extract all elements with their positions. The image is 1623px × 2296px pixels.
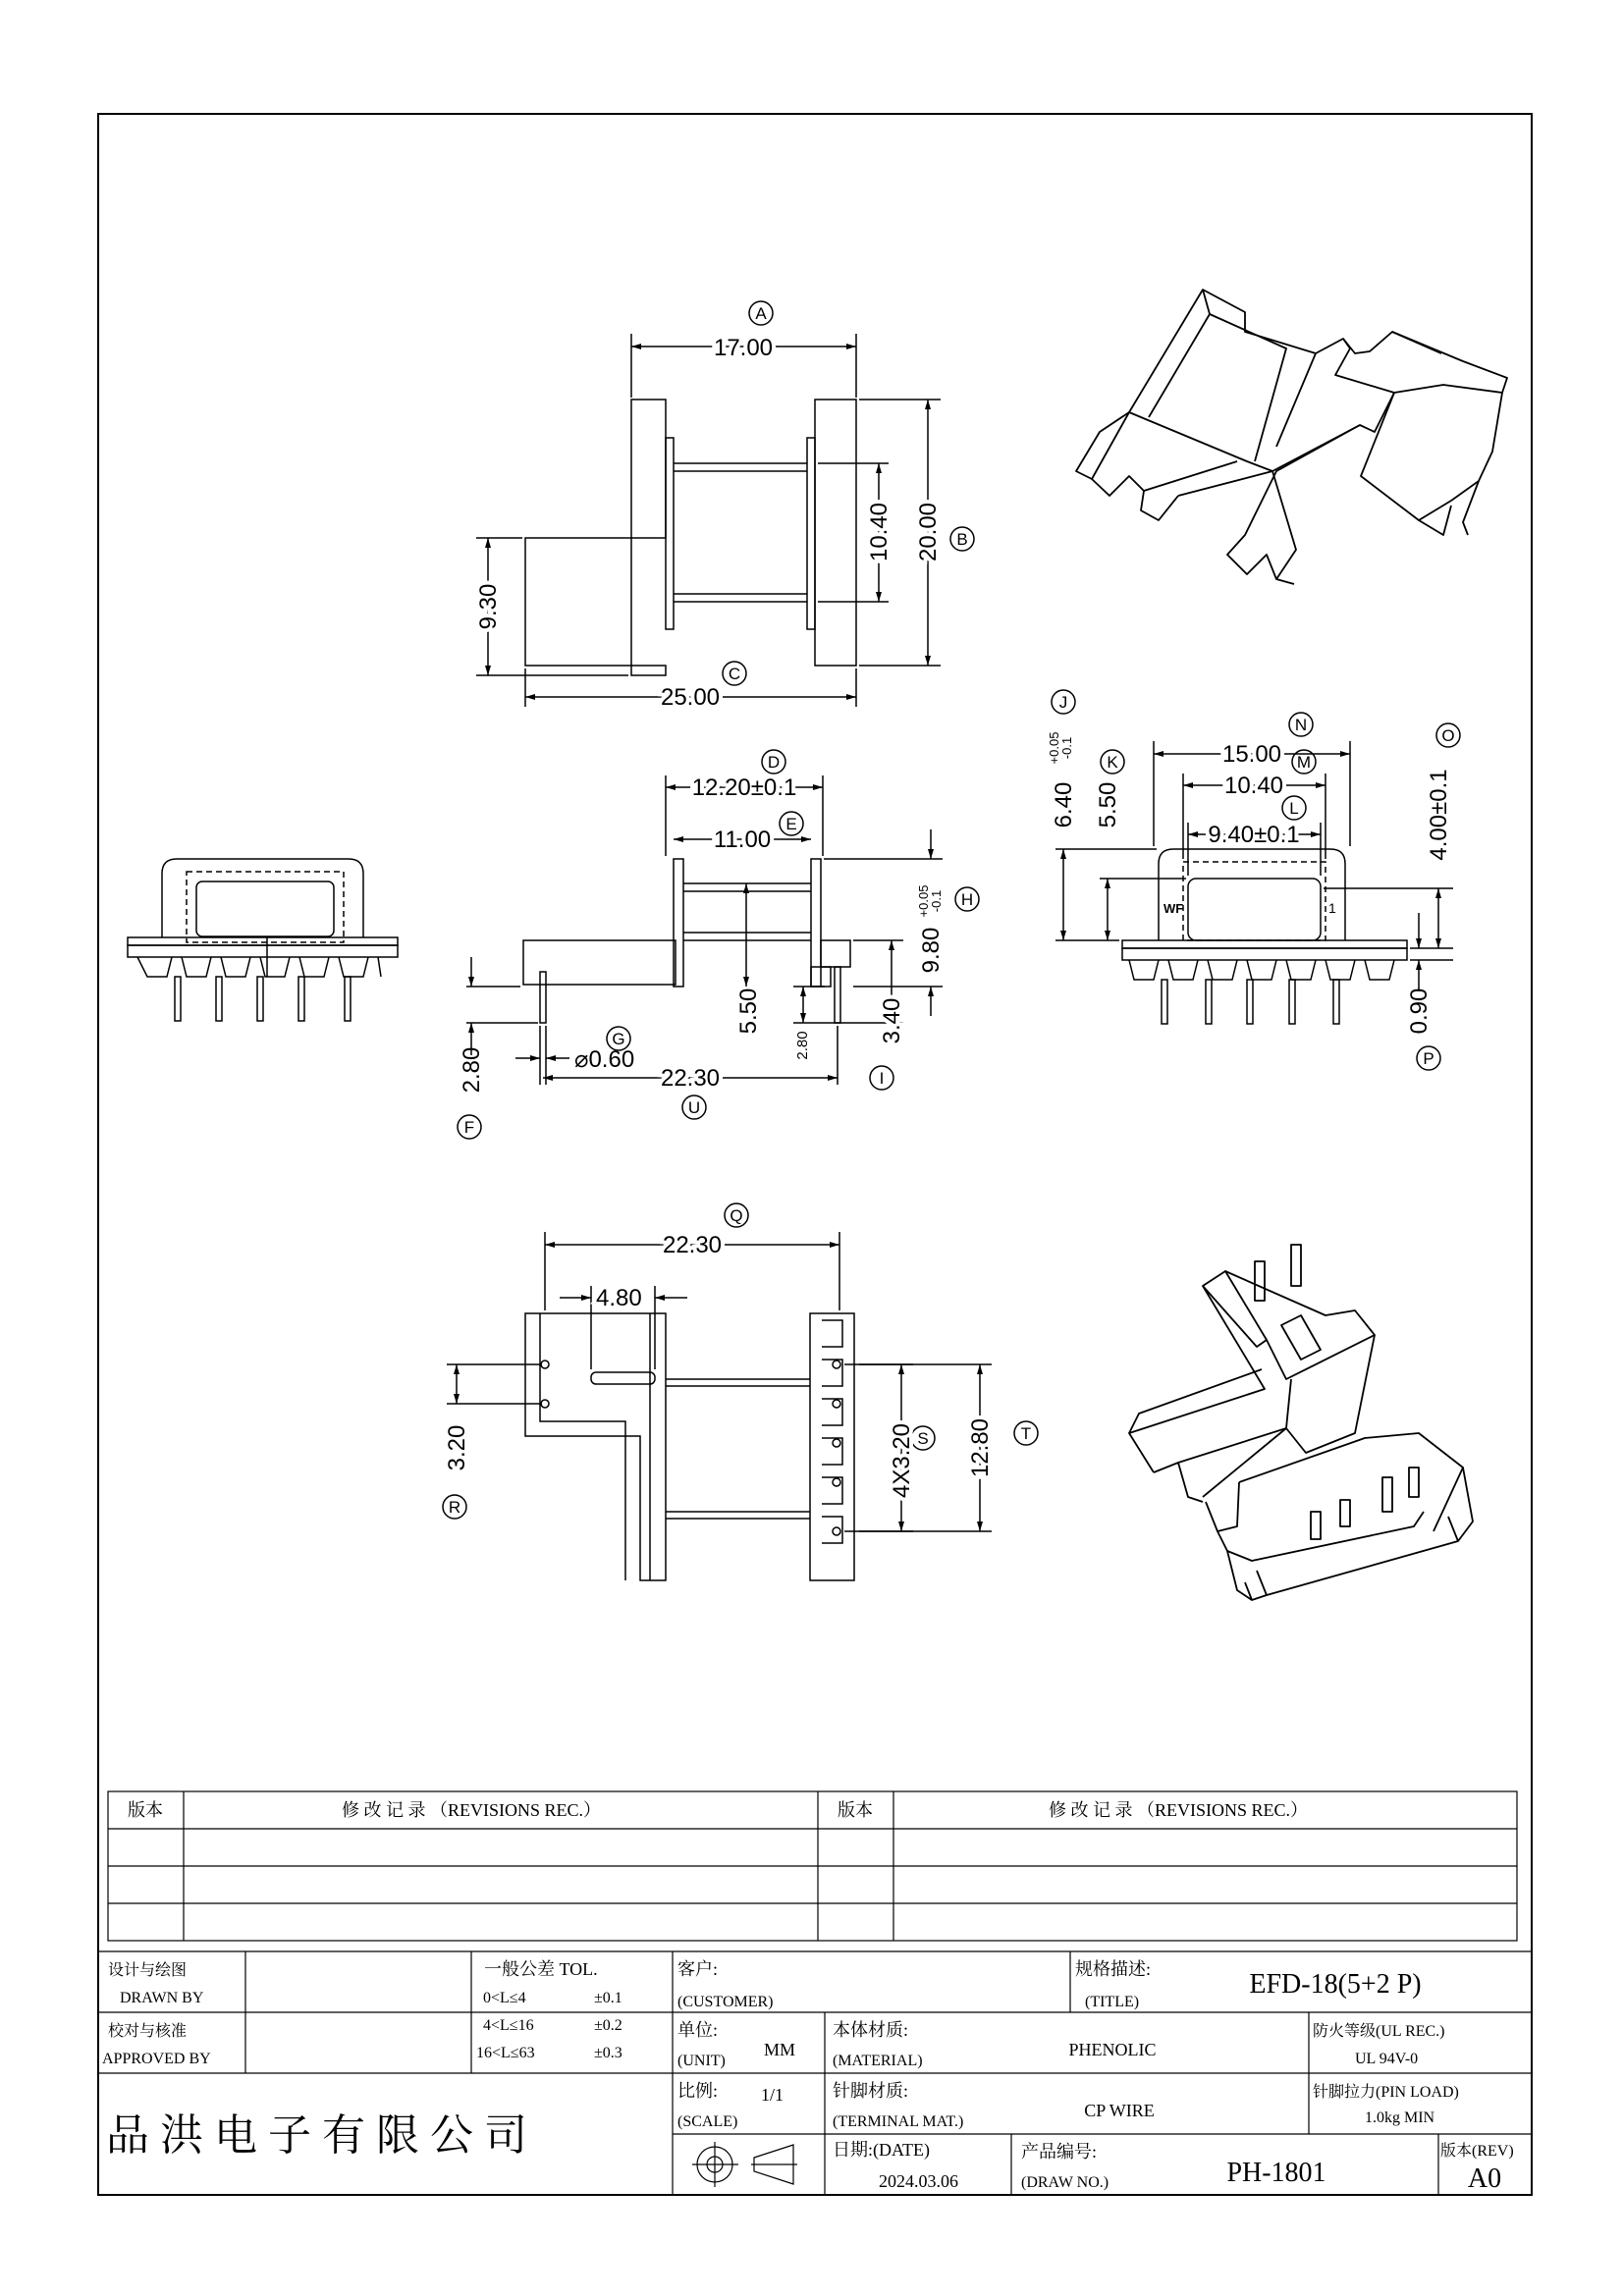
dim-i-text: 3.40 [879,997,905,1044]
title-val: EFD-18(5+2 P) [1249,1969,1422,2000]
customer-en: (CUSTOMER) [677,1994,774,2010]
rev-header-ver2: 版本 [838,1800,873,1820]
dim-s-text: 4X3.20 [889,1422,915,1499]
dim-t-text: 12.80 [967,1417,994,1478]
terminal-en: (TERMINAL MAT.) [833,2113,964,2130]
terminal-cn: 针脚材质: [833,2081,909,2101]
unit-en: (UNIT) [677,2053,726,2069]
tol-title: 一般公差 TOL. [484,1959,598,1979]
drawn-en: DRAWN BY [120,1990,204,2006]
tol-value-1: ±0.2 [594,2017,622,2034]
pin1-mark: 1 [1328,900,1336,916]
front-view-text [459,753,973,1137]
label-k: K [1107,753,1118,772]
label-f: F [463,1118,475,1137]
label-n: N [1294,716,1308,734]
dim-o-text: 4.00±0.1 [1426,769,1452,861]
drawno-cn: 产品编号: [1021,2142,1098,2162]
terminal-val: CP WIRE [1084,2101,1155,2120]
label-t: T [1020,1424,1032,1443]
company-name: 品 洪 电 子 有 限 公 司 [106,2111,527,2160]
label-m: M [1296,753,1312,772]
label-b: B [956,530,968,549]
tol-value-2: ±0.3 [594,2045,622,2061]
rev-val: A0 [1467,2163,1502,2194]
customer-cn: 客户: [677,1959,719,1979]
label-j: J [1058,693,1068,712]
dim-f-text: 2.80 [459,1046,485,1094]
label-l: L [1289,799,1299,818]
drawno-en: (DRAW NO.) [1021,2174,1109,2191]
dim-g-text: ⌀0.60 [574,1046,635,1073]
label-h: H [960,890,974,909]
title-cn: 规格描述: [1075,1959,1152,1979]
scale-en: (SCALE) [677,2113,738,2130]
dim-p-text: 0.90 [1406,988,1433,1035]
ul-cn: 防火等级(UL REC.) [1313,2023,1445,2040]
dim-k-text: 5.50 [1095,781,1121,828]
approved-cn: 校对与核准 [108,2023,188,2040]
label-a: A [755,304,767,323]
label-o: O [1441,726,1455,745]
scale-cn: 比例: [677,2081,719,2101]
top-view-text [475,304,968,711]
unit-cn: 单位: [677,2020,719,2040]
dim-left-text: 9.30 [475,583,502,630]
revisions-text [128,1800,1308,1820]
dim-h-text: 9.80 [918,927,945,974]
label-e: E [785,815,797,833]
label-c: C [728,665,741,683]
dim-small-text: 2.80 [794,1031,811,1060]
dim-d-text: 12.20±0.1 [691,774,797,801]
date-cn: 日期:(DATE) [833,2140,930,2160]
wf-mark: WF [1163,901,1184,916]
dim-j-text: 6.40 [1051,781,1077,828]
dim-h-tol-plus: +0.05 [916,884,931,918]
tol-range-0: 0<L≤4 [483,1990,526,2006]
drawno-val: PH-1801 [1226,2158,1326,2188]
unit-val: MM [764,2040,796,2059]
drawn-cn: 设计与绘图 [108,1962,188,1979]
dim-a-text: 17.00 [713,335,774,361]
isometric-view-bottom [1129,1245,1473,1600]
dim-u-text: 22.30 [660,1065,721,1092]
pinload-val: 1.0kg MIN [1365,2109,1435,2126]
approved-en: APPROVED BY [102,2051,211,2067]
bottom-view-text [444,1206,1031,1517]
date-val: 2024.03.06 [879,2171,958,2191]
dim-slot-text: 4.80 [596,1285,642,1311]
dim-j-tol-minus: -0.1 [1059,736,1074,760]
material-en: (MATERIAL) [833,2053,923,2069]
rev-cn: 版本(REV) [1440,2143,1514,2160]
tol-range-2: 16<L≤63 [476,2045,535,2061]
material-val: PHENOLIC [1068,2040,1157,2059]
dim-center-text: 10.40 [866,502,893,562]
label-r: R [448,1498,461,1517]
label-d: D [767,753,781,772]
label-u: U [687,1098,701,1117]
dim-n-text: 15.00 [1221,741,1282,768]
dim-m-text: 10.40 [1223,773,1284,799]
tol-range-1: 4<L≤16 [483,2017,534,2034]
title-en: (TITLE) [1085,1994,1140,2010]
material-cn: 本体材质: [833,2020,909,2040]
isometric-view-top [1076,290,1507,584]
dim-q-text: 22.30 [662,1232,723,1258]
ul-val: UL 94V-0 [1355,2051,1419,2067]
dim-c-text: 25.00 [660,684,721,711]
dim-b-text: 20.00 [915,502,942,562]
dim-h-tol-minus: -0.1 [929,889,944,913]
dim-j-tol-plus: +0.05 [1047,731,1061,765]
label-q: Q [730,1206,743,1225]
label-i: I [879,1069,885,1088]
label-g: G [612,1030,625,1048]
rev-header-rec2: 修 改 记 录 （REVISIONS REC.） [1048,1800,1309,1820]
dim-l-text: 9.40±0.1 [1208,822,1300,848]
dim-r-text: 3.20 [444,1424,470,1471]
scale-val: 1/1 [761,2085,784,2105]
top-view [476,301,974,707]
label-p: P [1423,1049,1434,1068]
bottom-view [443,1203,1038,1580]
dim-e-text: 11.00 [713,827,772,853]
label-s: S [917,1429,929,1448]
side-view-left [128,859,398,1021]
dim-mid-text: 5.50 [735,988,762,1035]
title-block-text [102,1959,1514,2194]
rev-header-ver: 版本 [128,1800,163,1820]
rev-header-rec: 修 改 记 录 （REVISIONS REC.） [341,1800,602,1820]
pinload-cn: 针脚拉力(PIN LOAD) [1313,2084,1459,2101]
tol-value-0: ±0.1 [594,1990,622,2006]
